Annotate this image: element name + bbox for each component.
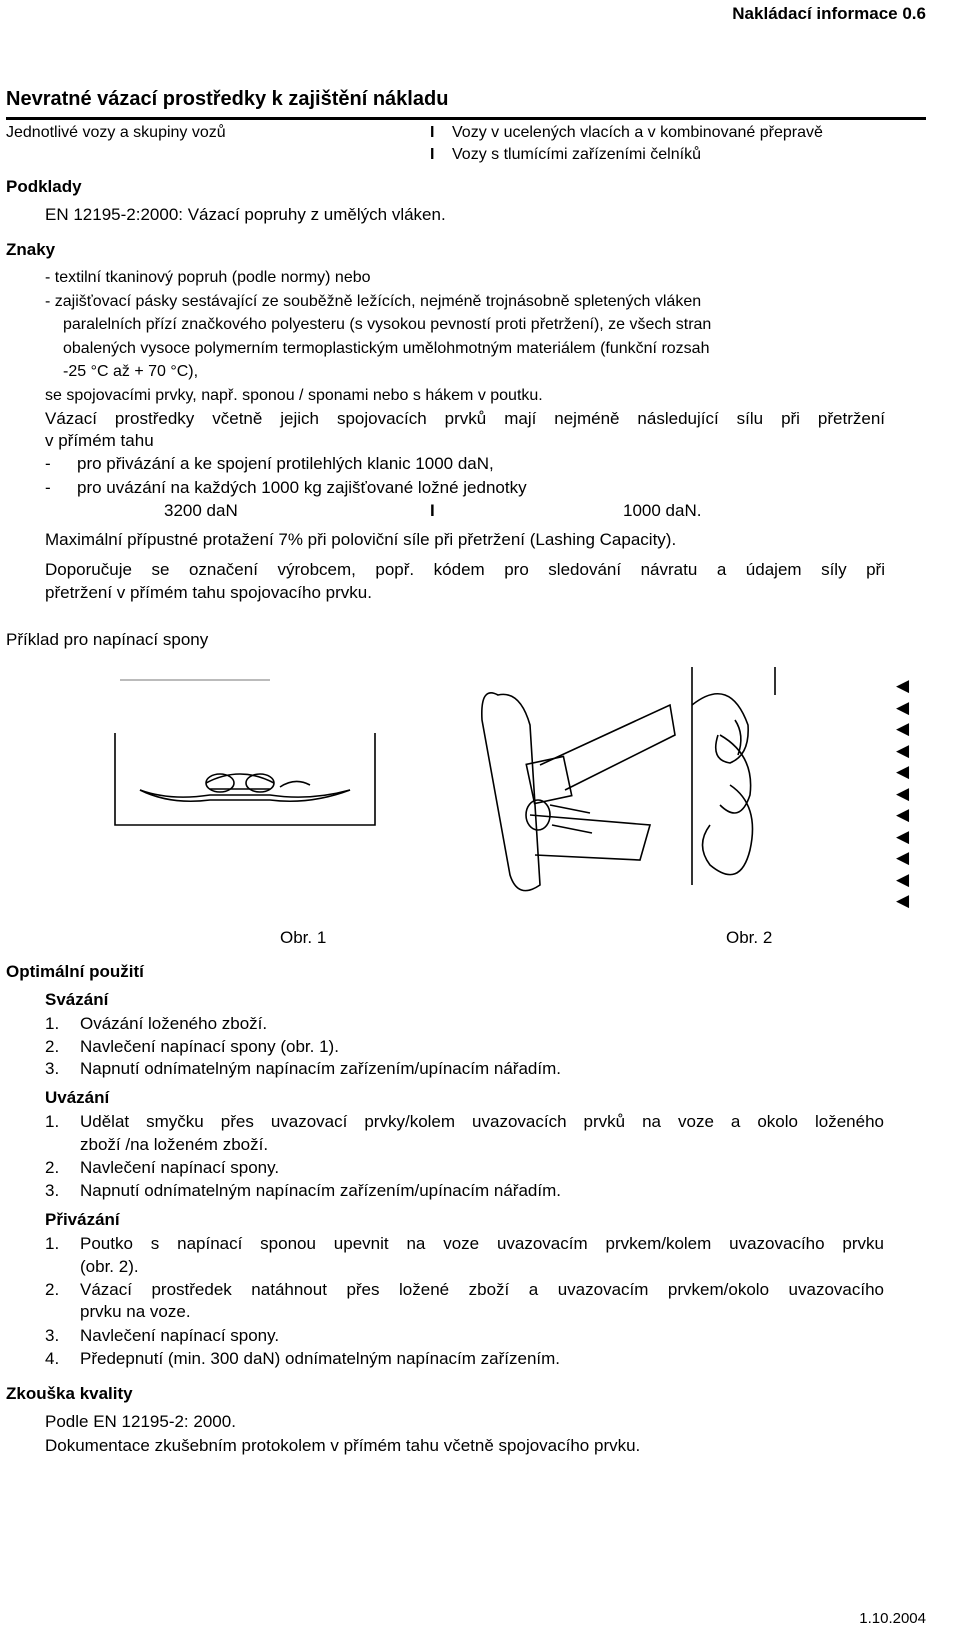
znaky-line-2: - zajišťovací pásky sestávající ze souběžně ležících, nejméně trojnásobně spletených vláken xyxy=(45,293,702,310)
uvazani-num-1: 1. xyxy=(45,1112,60,1131)
svazani-heading: Svázání xyxy=(45,990,109,1009)
znaky-line-3: paralelních přízí značkového polyesteru (s vysokou pevností proti přetržení), ze všech stran xyxy=(63,316,712,333)
uvazani-num-3: 3. xyxy=(45,1181,60,1200)
side-arrow-marker: ◀ xyxy=(896,697,910,718)
scope-marker-1: I xyxy=(430,124,435,141)
podklady-heading: Podklady xyxy=(6,177,82,196)
example-heading: Příklad pro napínací spony xyxy=(6,630,209,649)
side-arrow-marker: ◀ xyxy=(896,719,910,739)
znaky-line-5: -25 °C až + 70 °C), xyxy=(63,363,199,380)
figure-2-caption: Obr. 2 xyxy=(726,928,773,947)
znaky-line-6: se spojovacími prvky, např. sponou / sponami nebo s hákem v poutku. xyxy=(45,387,543,404)
svazani-num-1: 1. xyxy=(45,1014,60,1033)
scope-right-1: Vozy v ucelených vlacích a v kombinované přepravě xyxy=(452,124,823,141)
svazani-num-2: 2. xyxy=(45,1037,60,1056)
privazani-num-1: 1. xyxy=(45,1234,60,1253)
uvazani-item-1: Udělat smyčku přes uvazovací prvky/kolem uvazovacích prvků na voze a okolo loženého xyxy=(80,1112,884,1131)
page-title: Nevratné vázací prostředky k zajištění nákladu xyxy=(6,88,449,110)
scope-marker-2: I xyxy=(430,146,435,163)
figure-1-strap-illustration xyxy=(110,705,380,830)
znaky-paragraph-3a: Doporučuje se označení výrobcem, popř. kódem pro sledování návratu a údajem síly při xyxy=(45,560,885,579)
uvazani-heading: Uvázání xyxy=(45,1088,110,1107)
side-arrow-marker: ◀ xyxy=(896,848,910,868)
svazani-num-3: 3. xyxy=(45,1059,60,1078)
bullet-dash-2: - xyxy=(45,478,51,497)
znaky-paragraph-3b: přetržení v přímém tahu spojovacího prvku. xyxy=(45,583,372,602)
uvazani-item-2: Navlečení napínací spony. xyxy=(80,1158,280,1177)
privazani-heading: Přivázání xyxy=(45,1210,120,1229)
uvazani-item-3: Napnutí odnímatelným napínacím zařízením/upínacím nářadím. xyxy=(80,1181,561,1200)
strength-value-b: 1000 daN. xyxy=(623,501,702,520)
znaky-heading: Znaky xyxy=(6,240,56,259)
quality-test-line-1: Podle EN 12195-2: 2000. xyxy=(45,1412,236,1431)
side-arrow-marker: ◀ xyxy=(896,740,910,761)
privazani-item-2: Vázací prostředek natáhnout přes ložené zboží a uvazovacím prvkem/okolo uvazovacího xyxy=(80,1280,884,1299)
side-arrow-marker: ◀ xyxy=(896,676,910,696)
privazani-num-4: 4. xyxy=(45,1349,60,1368)
scope-left: Jednotlivé vozy a skupiny vozů xyxy=(6,124,226,141)
title-underline xyxy=(6,117,926,120)
privazani-num-3: 3. xyxy=(45,1326,60,1345)
side-arrow-marker: ◀ xyxy=(896,762,910,782)
figure-2-hook-illustration xyxy=(690,665,780,905)
strength-marker: I xyxy=(430,501,435,520)
side-arrow-marker: ◀ xyxy=(896,805,910,825)
uvazani-num-2: 2. xyxy=(45,1158,60,1177)
quality-test-heading: Zkouška kvality xyxy=(6,1384,133,1403)
svazani-item-3: Napnutí odnímatelným napínacím zařízením/upínacím nářadím. xyxy=(80,1059,561,1078)
strength-item-1: pro přivázání a ke spojení protilehlých klanic 1000 daN, xyxy=(77,454,494,473)
privazani-num-2: 2. xyxy=(45,1280,60,1299)
znaky-line-4: obalených vysoce polymerním termoplastickým umělohmotným materiálem (funkční rozsah xyxy=(63,340,710,357)
optimal-use-heading: Optimální použití xyxy=(6,962,144,981)
quality-test-line-2: Dokumentace zkušebním protokolem v přímém tahu včetně spojovacího prvku. xyxy=(45,1436,641,1455)
side-arrow-marker: ◀ xyxy=(896,783,910,804)
svazani-item-1: Ovázání loženého zboží. xyxy=(80,1014,268,1033)
strength-item-2: pro uvázání na každých 1000 kg zajišťované ložné jednotky xyxy=(77,478,527,497)
side-arrow-marker: ◀ xyxy=(896,869,910,890)
strength-value-a: 3200 daN xyxy=(164,501,238,520)
svazani-item-2: Navlečení napínací spony (obr. 1). xyxy=(80,1037,339,1056)
znaky-paragraph-2: Maximální přípustné protažení 7% při poloviční síle při přetržení (Lashing Capacity). xyxy=(45,530,677,549)
side-arrow-marker: ◀ xyxy=(896,891,910,911)
uvazani-item-1-cont: zboží /na loženém zboží. xyxy=(80,1135,269,1154)
podklady-text: EN 12195-2:2000: Vázací popruhy z umělých vláken. xyxy=(45,205,446,224)
figure-1-caption: Obr. 1 xyxy=(280,928,327,947)
znaky-paragraph-1a: Vázací prostředky včetně jejich spojovacích prvků mají nejméně následující sílu při přetržení xyxy=(45,409,885,428)
znaky-paragraph-1b: v přímém tahu xyxy=(45,431,154,450)
privazani-item-4: Předepnutí (min. 300 daN) odnímatelným napínacím zařízením. xyxy=(80,1349,561,1368)
privazani-item-2-cont: prvku na voze. xyxy=(80,1302,191,1321)
document-header-title: Nakládací informace 0.6 xyxy=(732,4,926,23)
znaky-line-1: - textilní tkaninový popruh (podle normy) nebo xyxy=(45,269,371,286)
bullet-dash-1: - xyxy=(45,454,51,473)
privazani-item-1: Poutko s napínací sponou upevnit na voze uvazovacím prvkem/kolem uvazovacího prvku xyxy=(80,1234,884,1253)
privazani-item-1-cont: (obr. 2). xyxy=(80,1257,139,1276)
footer-date: 1.10.2004 xyxy=(859,1610,926,1627)
privazani-item-3: Navlečení napínací spony. xyxy=(80,1326,280,1345)
side-arrow-marker: ◀ xyxy=(896,826,910,847)
scope-right-2: Vozy s tlumícími zařízeními čelníků xyxy=(452,146,701,163)
figure-1-buckle-illustration xyxy=(470,665,680,905)
